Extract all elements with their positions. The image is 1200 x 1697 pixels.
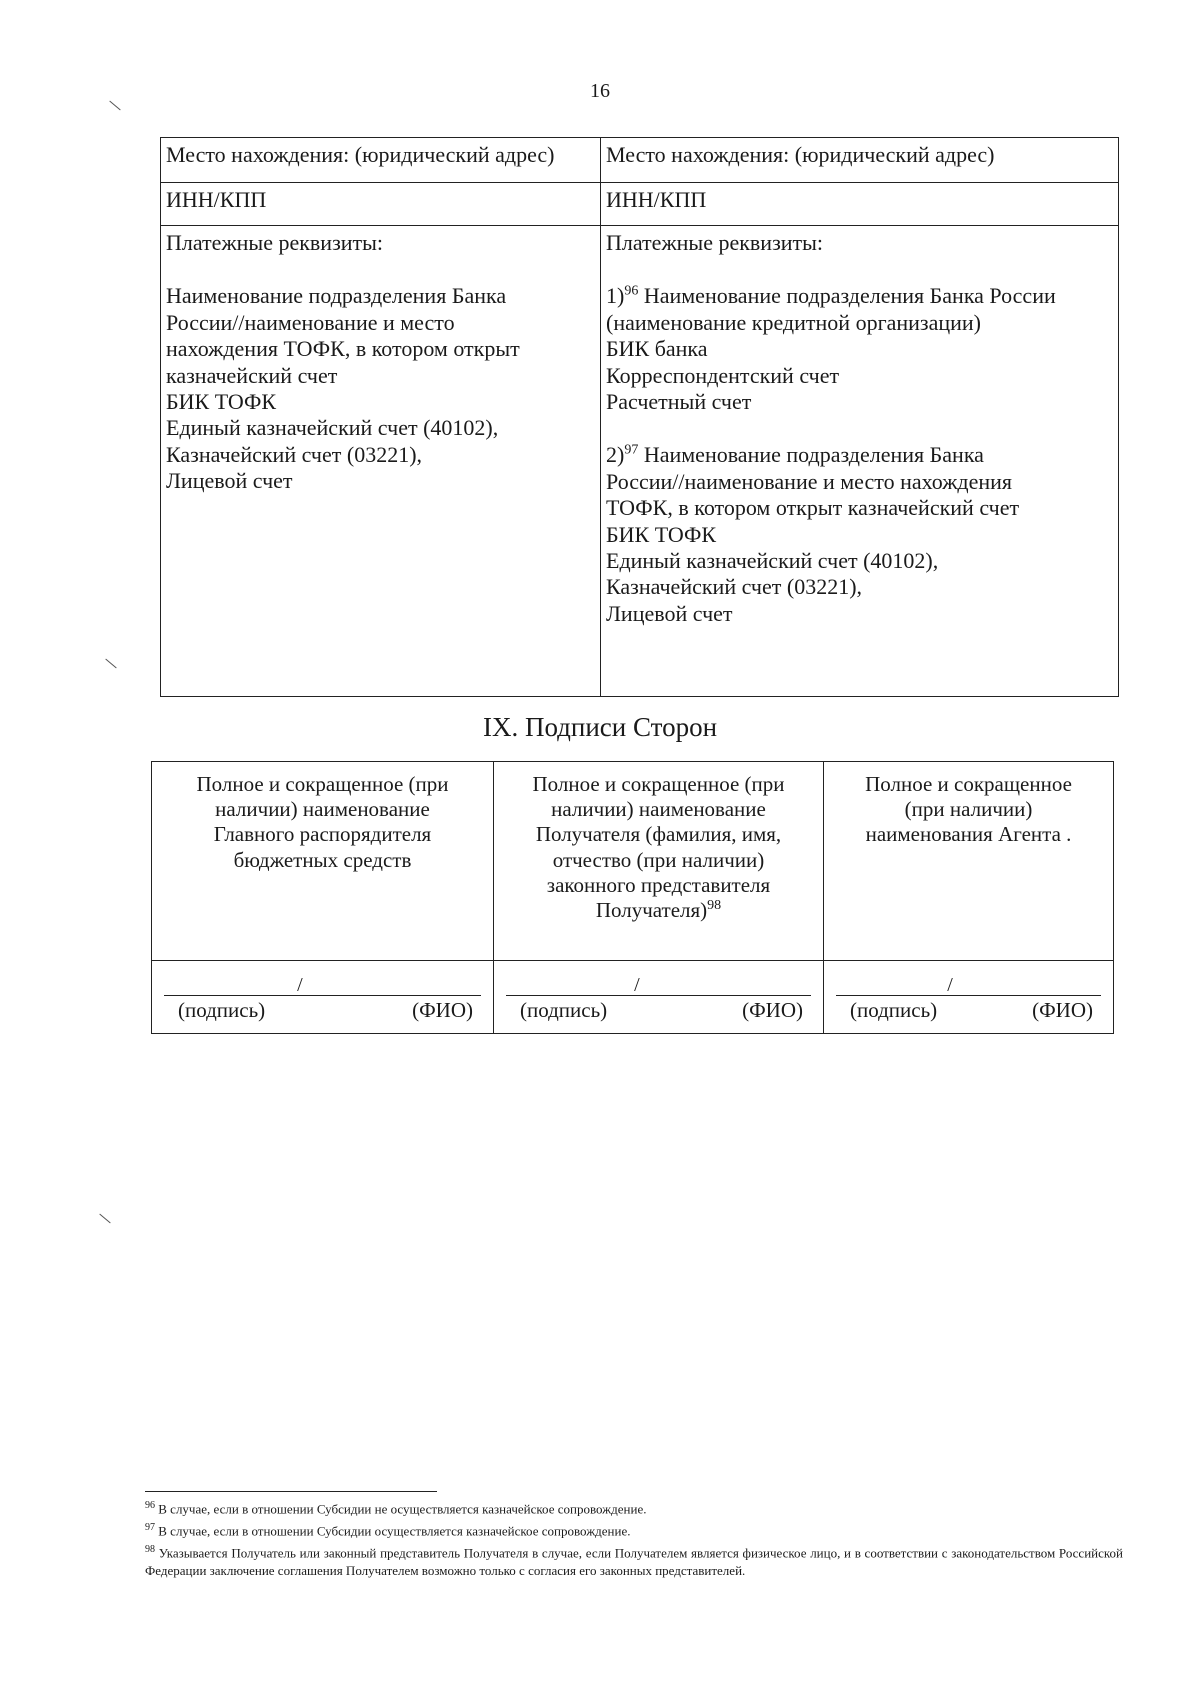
- option2-line: 2)$^{97}$ Наименование подразделения Банка: [606, 442, 984, 468]
- option2-prefix: 2): [606, 442, 625, 468]
- option2-line: Казначейский счет (03221),: [606, 574, 863, 600]
- signature-label: (подпись): [850, 997, 938, 1022]
- signature-label: (подпись): [178, 997, 266, 1022]
- footnote-item: $^{97}$ В случае, если в отношении Субсидии осуществляется казначейское сопровождение.: [145, 1522, 631, 1539]
- name-label: (ФИО): [742, 997, 803, 1022]
- section-title: IX. Подписи Сторон: [482, 712, 718, 742]
- footnote-ref-96: 96: [624, 284, 639, 300]
- signatures-table: [151, 761, 1114, 1034]
- option1-line: Корреспондентский счет: [606, 362, 840, 388]
- requisites-table: [160, 137, 1119, 697]
- name-label: (ФИО): [412, 997, 473, 1022]
- name-label: (ФИО): [1032, 997, 1093, 1022]
- option1-line: БИК банка: [606, 336, 708, 362]
- left-payment-line: нахождения ТОФК, в котором открыт: [166, 336, 520, 362]
- left-payment-line: казначейский счет: [166, 362, 338, 388]
- left-payment-line: БИК ТОФК: [166, 388, 277, 414]
- left-payment-line: России//наименование и место: [166, 309, 455, 335]
- left-payment-cell: [161, 226, 601, 697]
- left-payment-line: Казначейский счет (03221),: [166, 441, 423, 467]
- grantor-header-cell: Полное и сокращенное (при наличии) наименование Главного распорядителя бюджетных средств: [152, 762, 494, 961]
- footnote-ref-97: 97: [624, 443, 639, 459]
- agent-header-cell: Полное и сокращенное (при наличии) наименования Агента .: [824, 762, 1114, 961]
- page-number: 16: [590, 80, 610, 102]
- option2-line: Лицевой счет: [606, 600, 733, 626]
- recipient-signature-cell: [494, 961, 824, 1034]
- left-payment-line: Единый казначейский счет (40102),: [166, 415, 499, 441]
- option2-line: Единый казначейский счет (40102),: [606, 547, 939, 573]
- footnote-item: $^{96}$ В случае, если в отношении Субсидии не осуществляется казначейское сопровождение.: [145, 1500, 647, 1517]
- agent-signature-cell: [824, 961, 1114, 1034]
- option1-prefix: 1): [606, 283, 625, 309]
- signature-line: /: [506, 971, 811, 996]
- left-payment-line: Наименование подразделения Банка: [166, 283, 507, 309]
- option1-line: Расчетный счет: [606, 388, 752, 414]
- scan-artifact-mark: [105, 659, 116, 669]
- grantor-signature-cell: [152, 961, 494, 1034]
- footnotes: [145, 1499, 1123, 1583]
- footnote-ref-98: 98: [707, 897, 722, 913]
- left-address-cell: Место нахождения: (юридический адрес): [161, 138, 601, 183]
- right-address-cell: Место нахождения: (юридический адрес): [601, 138, 1119, 183]
- option1-line: 1)$^{96}$ Наименование подразделения Банка России: [606, 283, 1056, 309]
- left-payment-line: Лицевой счет: [166, 468, 293, 494]
- option2-line: БИК ТОФК: [606, 521, 717, 547]
- signature-line: /: [836, 971, 1101, 996]
- footnote-separator: [145, 1491, 437, 1492]
- footnote-item: $^{98}$ Указывается Получатель или законный представитель Получателя в случае, если Получателем является физическое лицо, и в соответствии с законодательством Российской Федерации заключение соглашения Получателем возможно только с согласия его законных представителей.: [145, 1544, 1124, 1578]
- left-payment-title: Платежные реквизиты:: [166, 230, 384, 255]
- signature-label: (подпись): [520, 997, 608, 1022]
- option2-line: ТОФК, в котором открыт казначейский счет: [606, 495, 1020, 521]
- right-payment-cell: [601, 226, 1119, 697]
- right-inn-cell: ИНН/КПП: [601, 183, 1119, 226]
- signature-line: /: [164, 971, 481, 996]
- right-payment-title: Платежные реквизиты:: [606, 230, 824, 255]
- option1-line: (наименование кредитной организации): [606, 309, 981, 335]
- scan-artifact-mark: [99, 1214, 110, 1224]
- recipient-header-cell: Полное и сокращенное (при наличии) наименование Получателя (фамилия, имя, отчество (при наличии) законного представителя Получателя)$^{98}$: [494, 762, 824, 961]
- option2-line: России//наименование и место нахождения: [606, 468, 1013, 494]
- left-inn-cell: ИНН/КПП: [161, 183, 601, 226]
